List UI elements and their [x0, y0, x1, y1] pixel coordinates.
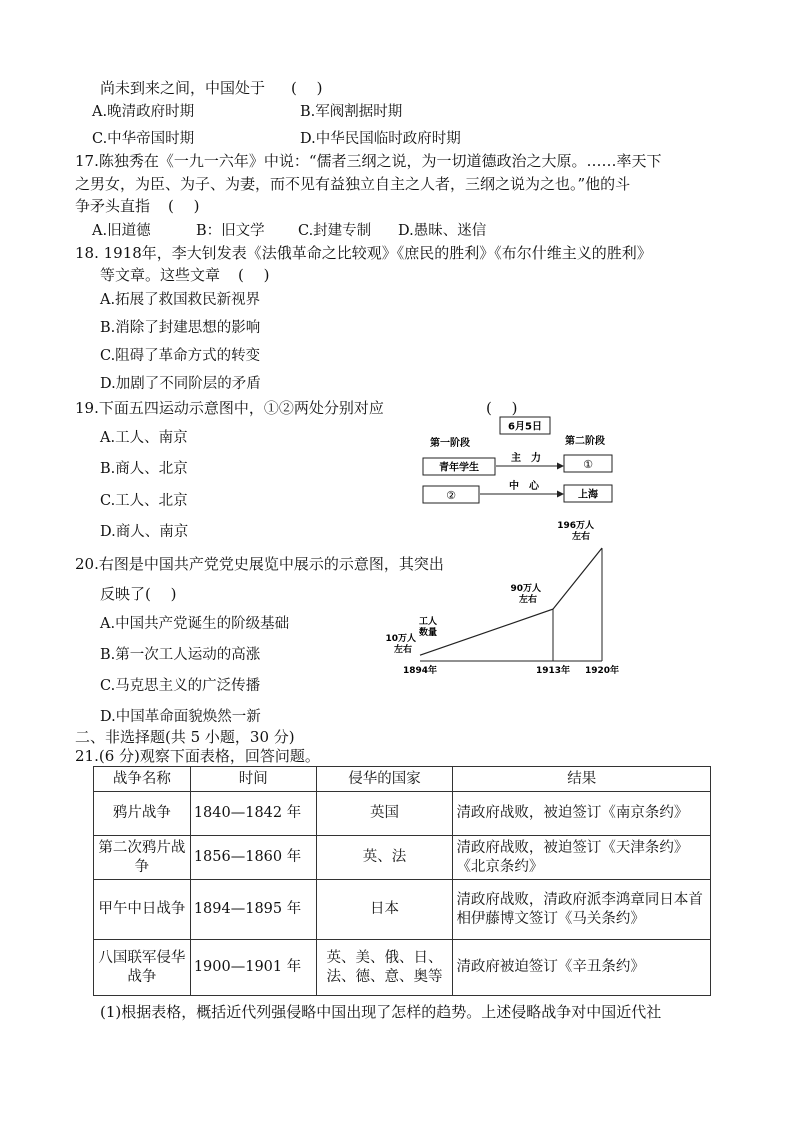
- data-label: 10万人: [385, 634, 416, 645]
- table-cell: 1894—1895 年: [190, 880, 316, 940]
- table-cell: 八国联军侵华战争: [94, 940, 191, 996]
- q18-option-d: D.加剧了不同阶层的矛盾: [100, 376, 261, 392]
- q20-option-c: C.马克思主义的广泛传播: [100, 678, 261, 694]
- q19-option-d: D.商人、南京: [100, 524, 189, 540]
- table-cell: 英、法: [316, 836, 453, 880]
- table-cell: 1840—1842 年: [190, 792, 316, 836]
- q21-sub-question-1: (1)根据表格，概括近代列强侵略中国出现了怎样的趋势。上述侵略战争对中国近代社: [100, 1003, 662, 1021]
- arrow-main-force-label: 主 力: [511, 453, 541, 464]
- y-axis-label: 数量: [418, 628, 438, 638]
- table-cell: 鸦片战争: [94, 792, 191, 836]
- table-cell: 1900—1901 年: [190, 940, 316, 996]
- box-circle-1-label: ①: [583, 458, 593, 471]
- table-header-cell: 侵华的国家: [316, 767, 453, 792]
- table-cell: 英、美、俄、日、法、德、意、奥等: [316, 940, 453, 996]
- q16-option-a: A.晚清政府时期: [92, 104, 195, 120]
- q16-option-b: B.军阀割据时期: [300, 104, 403, 120]
- date-label: 6月5日: [508, 421, 542, 433]
- q18-line-1: 18. 1918年，李大钊发表《法俄革命之比较观》《庶民的胜利》《布尔什维主义的胜利》: [75, 244, 652, 262]
- q17-option-b: B：旧文学: [196, 223, 265, 239]
- section-2-title: 二、非选择题(共 5 小题，30 分): [75, 728, 295, 746]
- table-cell: 英国: [316, 792, 453, 836]
- table-header-cell: 战争名称: [94, 767, 191, 792]
- arrow-center-head: [557, 491, 564, 498]
- table-cell: 第二次鸦片战争: [94, 836, 191, 880]
- q16-stem-text: 尚未到来之间，中国处于: [100, 79, 266, 97]
- q17-option-c: C.封建专制: [298, 223, 372, 239]
- table-cell: 清政府战败，清政府派李鸿章同日本首相伊藤博文签订《马关条约》: [453, 880, 711, 940]
- y-axis-label: 工人: [418, 617, 438, 627]
- table-row: [94, 880, 711, 940]
- q20-option-a: A.中国共产党诞生的阶级基础: [100, 616, 290, 632]
- q17-option-d: D.愚昧、迷信: [398, 223, 487, 239]
- q18-line-2: [100, 265, 270, 285]
- table-cell: 日本: [316, 880, 453, 940]
- data-label: 196万人: [557, 521, 594, 531]
- q18-answer-paren: ( ): [238, 266, 270, 284]
- q17-answer-paren: ( ): [168, 197, 200, 215]
- x-tick-label: 1894年: [402, 666, 438, 676]
- table-cell: 清政府被迫签订《辛丑条约》: [453, 940, 711, 996]
- table-cell: 甲午中日战争: [94, 880, 191, 940]
- table-row: [94, 836, 711, 880]
- q18-stem-tail: 等文章。这些文章: [100, 266, 221, 284]
- arrow-center-label: 中 心: [509, 481, 539, 492]
- may-fourth-diagram: [418, 413, 618, 508]
- q18-option-b: B.消除了封建思想的影响: [100, 320, 261, 336]
- q21-stem: 21.(6 分)观察下面表格，回答问题。: [75, 747, 320, 765]
- q16-option-d: D.中华民国临时政府时期: [300, 131, 461, 147]
- q20-line-2: 反映了( ): [100, 585, 177, 603]
- box-young-students-label: 青年学生: [439, 462, 479, 474]
- q16-answer-paren: ( ): [291, 79, 323, 97]
- stage-2-label: 第二阶段: [565, 436, 605, 447]
- q18-option-a: A.拓展了救国救民新视界: [100, 292, 261, 308]
- x-tick-label: 1920年: [584, 666, 620, 676]
- q19-stem: 19.下面五四运动示意图中，①②两处分别对应: [75, 399, 384, 417]
- data-label: 左右: [571, 532, 590, 542]
- data-label: 左右: [393, 645, 412, 656]
- q19-answer-paren: ( ): [486, 399, 518, 417]
- table-cell: 清政府战败，被迫签订《天津条约》《北京条约》: [453, 836, 711, 880]
- table-header-cell: 结果: [453, 767, 711, 792]
- arrow-main-force-head: [557, 463, 564, 470]
- worker-count-chart: [385, 521, 620, 684]
- data-label: 90万人: [510, 584, 541, 595]
- q17-line-2: 之男女，为臣、为子、为妻，而不见有益独立自主之人者，三纲之说为之也。”他的斗: [75, 175, 631, 193]
- data-label: 左右: [518, 595, 537, 606]
- q20-option-b: B.第一次工人运动的高涨: [100, 647, 261, 663]
- box-shanghai-label: 上海: [578, 489, 598, 501]
- x-tick-label: 1913年: [535, 666, 571, 676]
- q17-stem-tail: 争矛头直指: [75, 197, 151, 215]
- q21-war-table: [93, 766, 711, 996]
- q17-option-a: A.旧道德: [92, 223, 151, 239]
- table-header-cell: 时间: [190, 767, 316, 792]
- q17-line-3: [75, 196, 200, 216]
- worker-series-line: [420, 548, 602, 655]
- q19-option-c: C.工人、北京: [100, 493, 188, 509]
- table-cell: 1856—1860 年: [190, 836, 316, 880]
- box-circle-2-label: ②: [446, 489, 456, 502]
- table-row: [94, 940, 711, 996]
- table-row: [94, 792, 711, 836]
- q17-line-1: 17.陈独秀在《一九一六年》中说：“儒者三纲之说，为一切道德政治之大原。……率天下: [75, 152, 662, 170]
- q16-option-c: C.中华帝国时期: [92, 131, 195, 147]
- q18-option-c: C.阻碍了革命方式的转变: [100, 348, 261, 364]
- table-header-row: [94, 767, 711, 792]
- q19-option-a: A.工人、南京: [100, 430, 188, 446]
- q20-option-d: D.中国革命面貌焕然一新: [100, 709, 261, 725]
- stage-1-label: 第一阶段: [430, 438, 470, 449]
- q19-option-b: B.商人、北京: [100, 461, 188, 477]
- q16-stem: [100, 78, 323, 98]
- table-cell: 清政府战败，被迫签订《南京条约》: [453, 792, 711, 836]
- q20-line-1: 20.右图是中国共产党党史展览中展示的示意图，其突出: [75, 555, 444, 573]
